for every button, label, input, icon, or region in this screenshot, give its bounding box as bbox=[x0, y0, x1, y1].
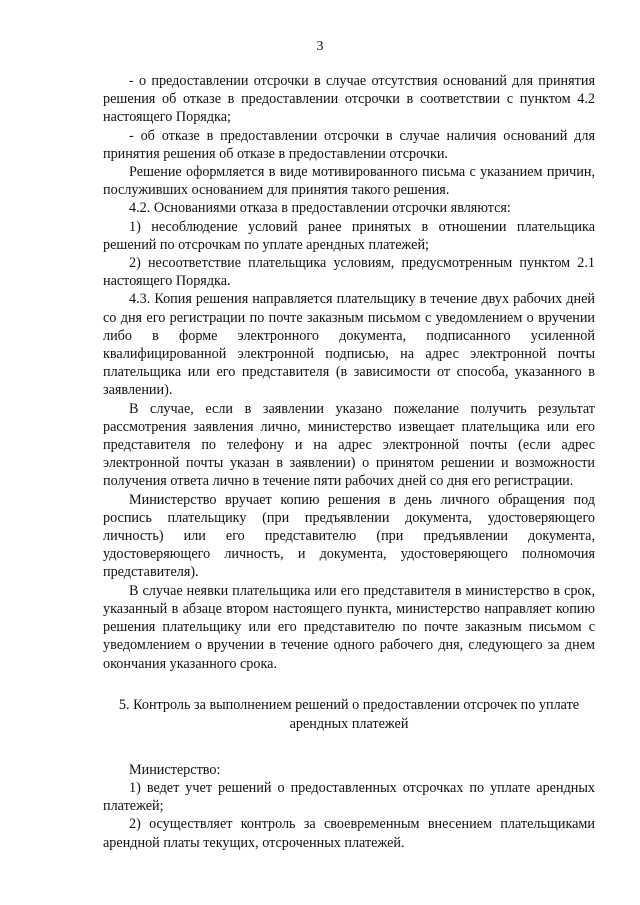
paragraph: 4.3. Копия решения направляется плательщику в течение двух рабочих дней со дня его регистрации по почте заказным письмом с уведомлением о вручении либо в форме электронного документа, подписанного усиленной квалифицированной электронной подписью, на адрес электронной почты плательщика или его представителя (в зависимости от способа, указанного в заявлении). bbox=[103, 291, 595, 399]
paragraph: В случае неявки плательщика или его представителя в министерство в срок, указанный в абзаце втором настоящего пункта, министерство направляет копию решения плательщику или его представителю по почте заказным письмом с уведомлением о вручении в течение одного рабочего дня, следующего за днем окончания указанного срока. bbox=[103, 582, 595, 672]
paragraph: Министерство: bbox=[129, 761, 221, 778]
section-heading bbox=[103, 696, 595, 734]
paragraph: 1) несоблюдение условий ранее принятых в отношении плательщика решений по отсрочкам по уплате арендных платежей; bbox=[103, 218, 595, 253]
section-heading-line: арендных платежей bbox=[289, 715, 409, 732]
paragraph: Решение оформляется в виде мотивированного письма с указанием причин, послуживших основанием для принятия такого решения. bbox=[103, 164, 595, 199]
paragraph: 2) несоответствие плательщика условиям, предусмотренным пунктом 2.1 настоящего Порядка. bbox=[103, 255, 595, 290]
paragraph: 4.2. Основаниями отказа в предоставлении отсрочки являются: bbox=[129, 200, 511, 217]
paragraph: 1) ведет учет решений о предоставленных отсрочках по уплате арендных платежей; bbox=[103, 779, 595, 815]
paragraph: Министерство вручает копию решения в день личного обращения под роспись плательщику (при предъявлении документа, удостоверяющего личность) или его представителю (при предъявлении документа, удостоверяющего личность, и документа, удостоверяющего полномочия представителя). bbox=[103, 491, 595, 581]
paragraph: В случае, если в заявлении указано пожелание получить результат рассмотрения заявления лично, министерство извещает плательщика или его представителя по телефону и на адрес электронной почты (если адрес электронной почты указан в заявлении) о принятом решении и возможности получения ответа лично в течение пяти рабочих дней со дня его регистрации. bbox=[103, 400, 595, 490]
paragraph: 2) осуществляет контроль за своевременным внесением плательщиками арендной платы текущих, отсроченных платежей. bbox=[103, 816, 595, 851]
page-number: 3 bbox=[316, 39, 324, 54]
document-body bbox=[103, 72, 595, 852]
section-heading-line: 5. Контроль за выполнением решений о предоставлении отсрочек по уплате bbox=[118, 696, 580, 713]
paragraph: - об отказе в предоставлении отсрочки в случае наличия оснований для принятия решения об отказе в предоставлении отсрочки. bbox=[103, 127, 595, 162]
paragraph: - о предоставлении отсрочки в случае отсутствия оснований для принятия решения об отказе в предоставлении отсрочки в соответствии с пунктом 4.2 настоящего Порядка; bbox=[103, 73, 595, 126]
